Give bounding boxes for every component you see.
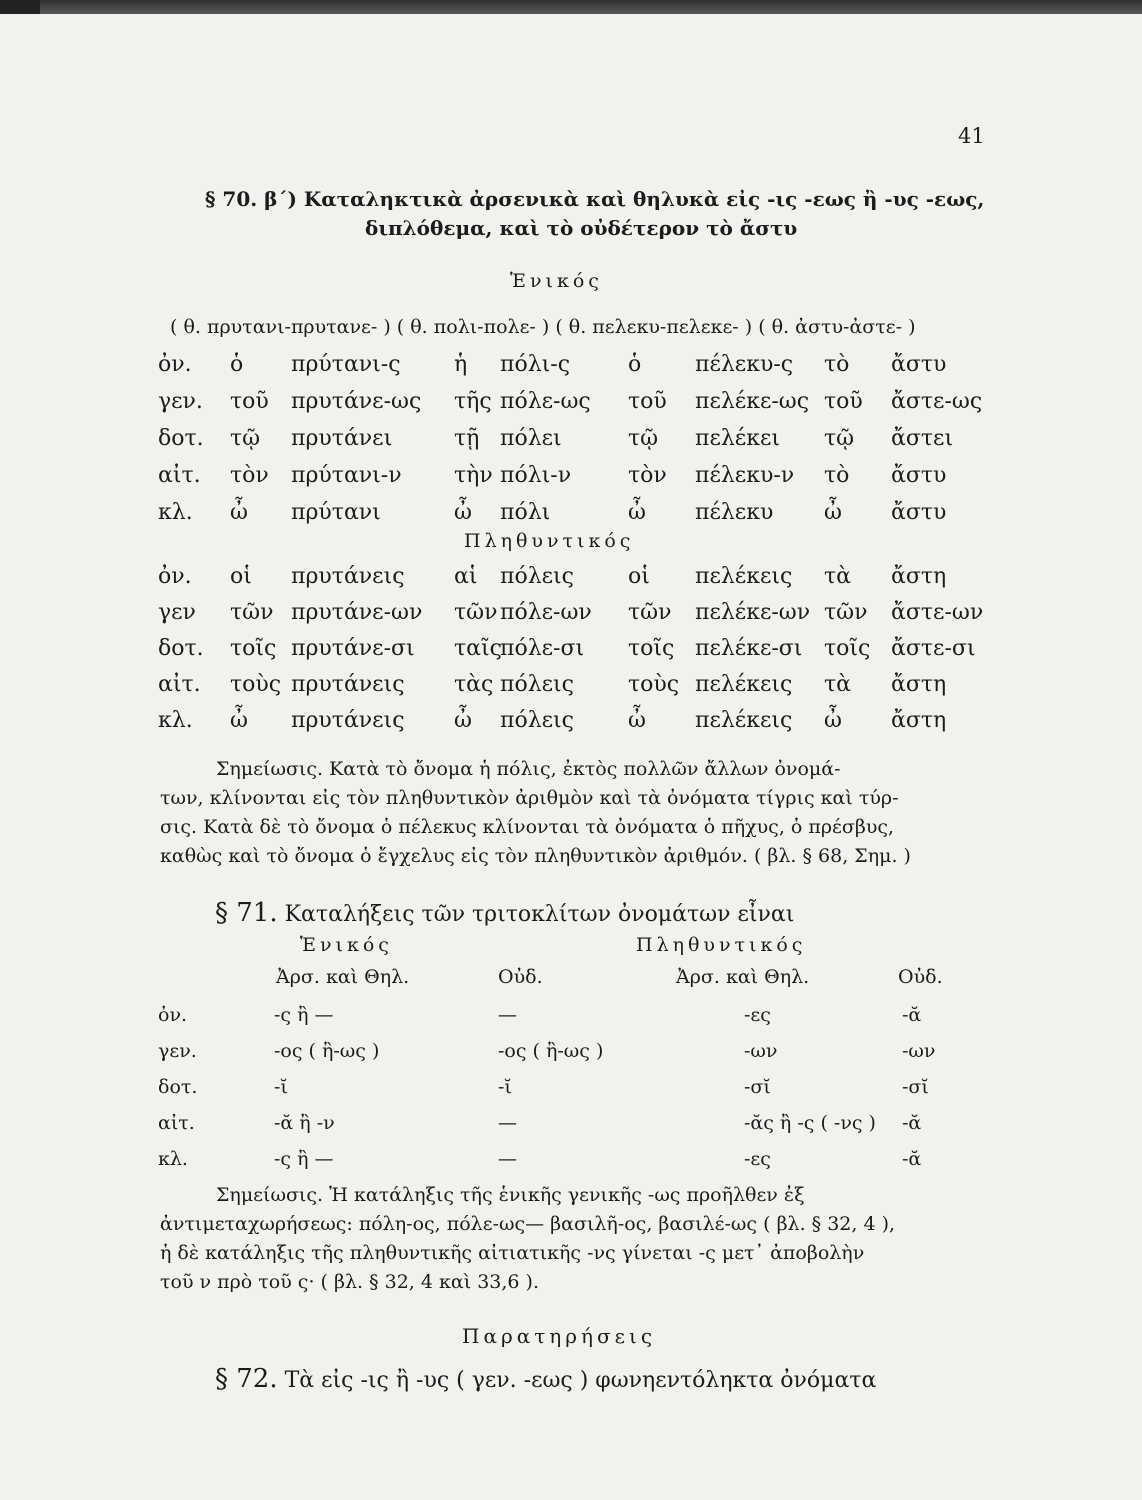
table-cell: πόλε-σι <box>500 636 585 661</box>
table-cell: δοτ. <box>158 636 204 661</box>
scan-corner <box>0 0 40 14</box>
table-cell: -ες <box>744 1004 771 1026</box>
section-72-heading <box>215 1364 876 1394</box>
page-number: 41 <box>958 124 985 148</box>
table-cell: πρυτάνε-ων <box>291 600 423 625</box>
table-cell: τοῖς <box>824 636 871 661</box>
plural-heading: Πληθυντικός <box>464 530 635 552</box>
table-cell: ὦ <box>454 708 472 733</box>
section-70-title: § 70. β΄) Καταληκτικὰ ἀρσενικὰ καὶ θηλυκὰ εἰς -ις -εως ἢ -υς -εως, <box>205 187 985 211</box>
table-cell: -σῐ <box>902 1076 929 1098</box>
table-cell: πέλεκυ <box>695 500 774 525</box>
table-cell: πόλεις <box>500 672 574 697</box>
table-cell: πρυτάνε-σι <box>291 636 415 661</box>
table-cell: -ος ( ἢ-ως ) <box>274 1040 380 1062</box>
table-cell: τῷ <box>824 426 855 451</box>
col-header-masc-fem-sg: Ἀρσ. καὶ Θηλ. <box>276 966 410 988</box>
table-cell: ὀν. <box>158 352 192 377</box>
table-cell: οἱ <box>230 564 252 589</box>
table-cell: ἡ <box>454 352 468 377</box>
table-cell: -ᾰ <box>902 1112 922 1134</box>
table-cell: πελέκεις <box>695 672 793 697</box>
table-cell: πελέκεις <box>695 564 793 589</box>
table-cell: -ᾰ ἢ -ν <box>274 1112 335 1134</box>
table-cell: -ες <box>744 1148 771 1170</box>
table-cell: γεν. <box>158 389 203 414</box>
table-cell: πόλι-ς <box>500 352 571 377</box>
table-cell: πόλεις <box>500 564 574 589</box>
table-cell: — <box>498 1148 517 1170</box>
table-cell: ἄστε-ων <box>891 600 984 625</box>
table-cell: τὸν <box>230 463 269 488</box>
table-cell: πρυτάνε-ως <box>291 389 422 414</box>
table-cell: τῇ <box>454 426 480 451</box>
table-cell: πόλι-ν <box>500 463 572 488</box>
table-cell: τῆς <box>454 389 492 414</box>
table-cell: τοῦ <box>230 389 269 414</box>
table-cell: τοῦ <box>824 389 863 414</box>
table-cell: πελέκε-ως <box>695 389 810 414</box>
table-cell: τῷ <box>628 426 659 451</box>
scan-top-edge <box>0 0 1142 14</box>
table-cell: — <box>498 1004 517 1026</box>
table-cell: — <box>498 1112 517 1134</box>
stem-themes: ( θ. πρυτανι-πρυτανε- ) ( θ. πολι-πολε- ) ( θ. πελεκυ-πελεκε- ) ( θ. ἀστυ-ἀστε- ) <box>170 316 916 338</box>
table-cell: τῶν <box>230 600 274 625</box>
table-cell: πρύτανι-ς <box>291 352 401 377</box>
table-cell: ἄστε-ως <box>891 389 983 414</box>
section-72-number: § 72. <box>215 1364 278 1394</box>
table-cell: κλ. <box>158 1148 188 1170</box>
table-cell: -σῐ <box>744 1076 771 1098</box>
table-cell: ὦ <box>824 500 842 525</box>
table-cell: πόλει <box>500 426 562 451</box>
table-cell: ὦ <box>628 500 646 525</box>
table-cell: τὸ <box>824 463 850 488</box>
note-line: Σημείωσις. Κατὰ τὸ ὄνομα ἡ πόλις, ἐκτὸς πολλῶν ἄλλων ὀνομά- <box>216 758 841 780</box>
note-line: Σημείωσις. Ἡ κατάληξις τῆς ἑνικῆς γενικῆς -ως προῆλθεν ἐξ <box>216 1184 805 1206</box>
table-cell: -ων <box>902 1040 936 1062</box>
table-cell: αἰτ. <box>158 463 201 488</box>
table-cell: πέλεκυ-ν <box>695 463 795 488</box>
table-cell: ἄστη <box>891 672 947 697</box>
table-cell: ὁ <box>230 352 244 377</box>
table-cell: πρυτάνει <box>291 426 393 451</box>
table-cell: τὰς <box>454 672 494 697</box>
col-header-masc-fem-pl: Ἀρσ. καὶ Θηλ. <box>676 966 810 988</box>
col-header-neuter-sg: Οὐδ. <box>498 966 543 988</box>
table-cell: ὁ <box>628 352 642 377</box>
table-cell: τῶν <box>824 600 868 625</box>
table-cell: ὦ <box>454 500 472 525</box>
note-line: τοῦ ν πρὸ τοῦ ς· ( βλ. § 32, 4 καὶ 33,6 ). <box>160 1271 539 1293</box>
table-cell: πρύτανι <box>291 500 381 525</box>
table-cell: τοὺς <box>230 672 282 697</box>
table-cell: πελέκει <box>695 426 780 451</box>
table-cell: τοὺς <box>628 672 680 697</box>
note-line: σις. Κατὰ δὲ τὸ ὄνομα ὁ πέλεκυς κλίνονται τὰ ὀνόματα ὁ πῆχυς, ὁ πρέσβυς, <box>160 816 895 838</box>
table-cell: -ᾰ <box>902 1148 922 1170</box>
table-cell: αἰτ. <box>158 672 201 697</box>
note-line: των, κλίνονται εἰς τὸν πληθυντικὸν ἀριθμὸν καὶ τὰ ὀνόματα τίγρις καὶ τύρ- <box>160 787 899 809</box>
table-cell: -ῐ <box>498 1076 512 1098</box>
table-cell: -ς ἢ — <box>274 1148 334 1170</box>
table-cell: τοῖς <box>628 636 675 661</box>
table-cell: πρυτάνεις <box>291 564 405 589</box>
table-cell: ὦ <box>628 708 646 733</box>
endings-plural-heading: Πληθυντικός <box>636 934 807 956</box>
table-cell: δοτ. <box>158 1076 198 1098</box>
table-cell: δοτ. <box>158 426 204 451</box>
table-cell: πόλε-ων <box>500 600 592 625</box>
table-cell: -ς ἢ — <box>274 1004 334 1026</box>
table-cell: τὸν <box>628 463 667 488</box>
section-71-number: § 71. <box>215 898 278 928</box>
section-70-subtitle: διπλόθεμα, καὶ τὸ οὐδέτερον τὸ ἄστυ <box>365 216 798 240</box>
table-cell: τῶν <box>628 600 672 625</box>
note-line: ἡ δὲ κατάληξις τῆς πληθυντικῆς αἰτιατικῆς -νς γίνεται -ς μετ᾽ ἀποβολὴν <box>160 1242 865 1264</box>
table-cell: αἱ <box>454 564 478 589</box>
table-cell: ταῖς <box>454 636 502 661</box>
table-cell: πέλεκυ-ς <box>695 352 794 377</box>
table-cell: ὦ <box>824 708 842 733</box>
table-cell: ὦ <box>230 500 248 525</box>
table-cell: πελέκεις <box>695 708 793 733</box>
endings-singular-heading: Ἑνικός <box>300 934 393 956</box>
table-cell: ἄστυ <box>891 500 947 525</box>
table-cell: ὀν. <box>158 564 192 589</box>
singular-heading: Ἑνικός <box>510 270 603 292</box>
table-cell: ἄστη <box>891 564 947 589</box>
table-cell: πόλεις <box>500 708 574 733</box>
table-cell: ἄστυ <box>891 463 947 488</box>
table-cell: ἄστη <box>891 708 947 733</box>
table-cell: -ος ( ἢ-ως ) <box>498 1040 604 1062</box>
table-cell: τὸ <box>824 352 850 377</box>
table-cell: πελέκε-ων <box>695 600 811 625</box>
table-cell: τοῦ <box>628 389 667 414</box>
table-cell: τὴν <box>454 463 493 488</box>
table-cell: ἄστε-σι <box>891 636 976 661</box>
table-cell: γεν. <box>158 1040 197 1062</box>
table-cell: -ᾰς ἢ -ς ( -νς ) <box>744 1112 876 1134</box>
observations-heading: Παρατηρήσεις <box>462 1324 657 1348</box>
table-cell: πελέκε-σι <box>695 636 803 661</box>
table-cell: γεν <box>158 600 196 625</box>
section-71-title: Καταλήξεις τῶν τριτοκλίτων ὀνομάτων εἶναι <box>284 902 795 927</box>
section-71-heading <box>215 898 794 928</box>
table-cell: τὰ <box>824 672 852 697</box>
col-header-neuter-pl: Οὐδ. <box>898 966 943 988</box>
table-cell: τοῖς <box>230 636 277 661</box>
table-cell: πρυτάνεις <box>291 672 405 697</box>
table-cell: -ᾰ <box>902 1004 922 1026</box>
table-cell: πόλε-ως <box>500 389 591 414</box>
table-cell: ὀν. <box>158 1004 188 1026</box>
note-line: ἀντιμεταχωρήσεως: πόλη-ος, πόλε-ως— βασιλῆ-ος, βασιλέ-ως ( βλ. § 32, 4 ), <box>160 1213 896 1235</box>
table-cell: κλ. <box>158 500 193 525</box>
table-cell: πρυτάνεις <box>291 708 405 733</box>
table-cell: τῷ <box>230 426 261 451</box>
table-cell: ἄστυ <box>891 352 947 377</box>
table-cell: τῶν <box>454 600 498 625</box>
table-cell: αἰτ. <box>158 1112 195 1134</box>
note-line: καθὼς καὶ τὸ ὄνομα ὁ ἔγχελυς εἰς τὸν πληθυντικὸν ἀριθμόν. ( βλ. § 68, Σημ. ) <box>160 845 911 867</box>
table-cell: κλ. <box>158 708 193 733</box>
table-cell: -ῐ <box>274 1076 288 1098</box>
table-cell: οἱ <box>628 564 650 589</box>
table-cell: -ων <box>744 1040 778 1062</box>
table-cell: ὦ <box>230 708 248 733</box>
table-cell: ἄστει <box>891 426 954 451</box>
table-cell: πρύτανι-ν <box>291 463 402 488</box>
table-cell: πόλι <box>500 500 551 525</box>
section-72-title: Τὰ εἰς -ις ἢ -υς ( γεν. -εως ) φωνηεντόληκτα ὀνόματα <box>284 1368 877 1393</box>
table-cell: τὰ <box>824 564 852 589</box>
